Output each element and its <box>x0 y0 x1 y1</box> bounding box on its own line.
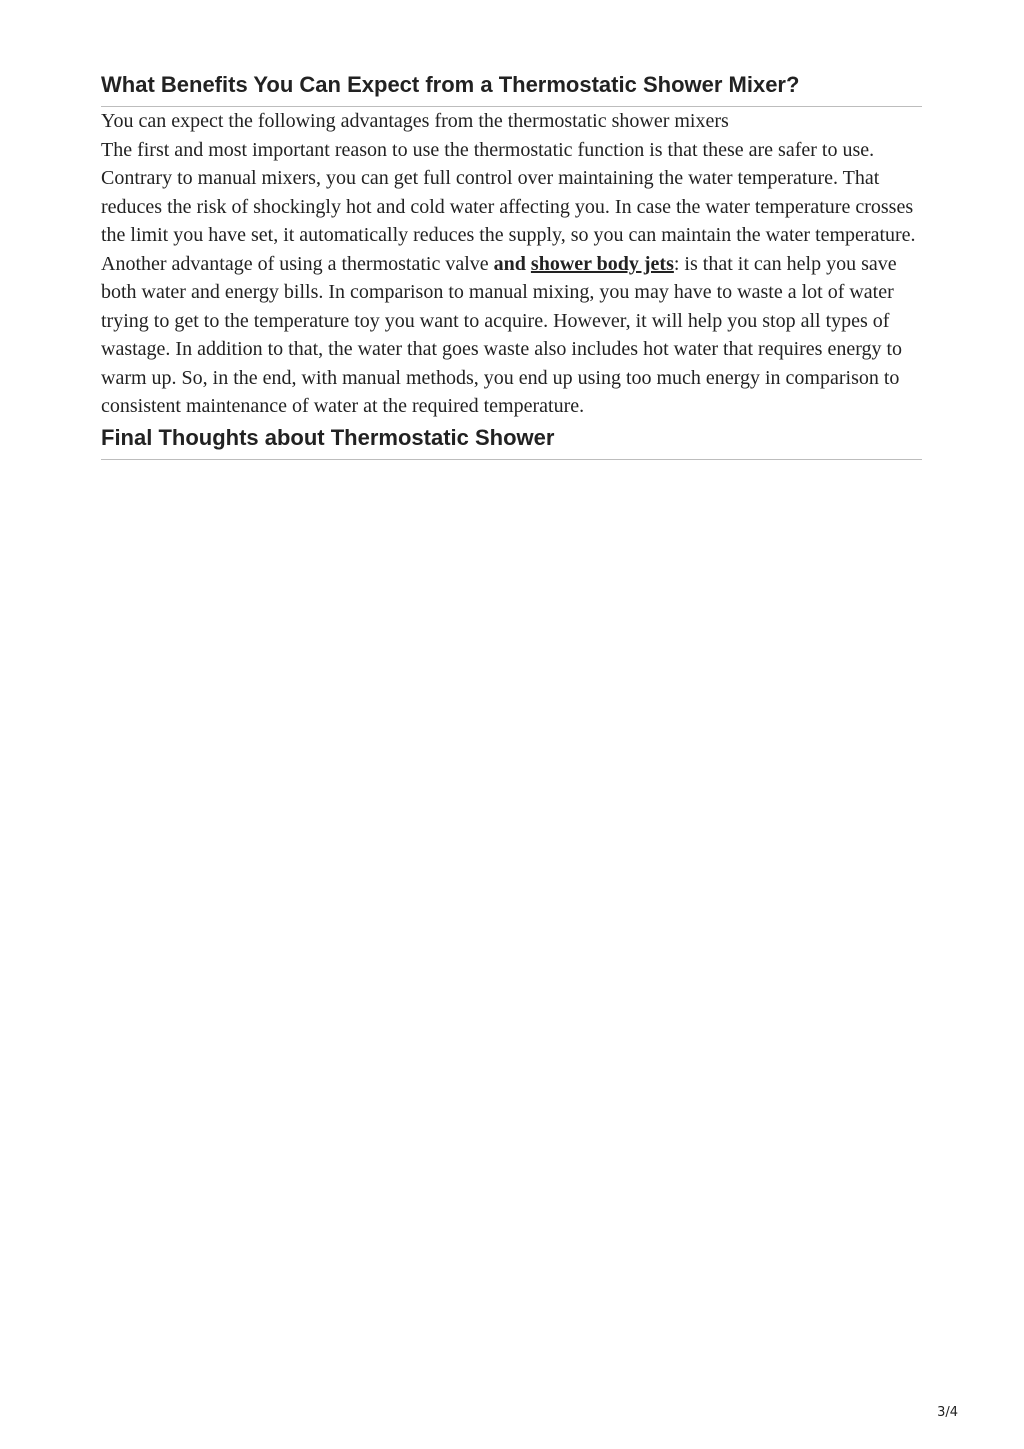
savings-paragraph <box>101 250 922 421</box>
section-heading-final-thoughts: Final Thoughts about Thermostatic Shower <box>101 421 922 460</box>
shower-body-jets-link[interactable]: shower body jets <box>530 252 674 275</box>
savings-bold-and: and <box>493 252 526 275</box>
document-page <box>101 68 922 460</box>
section-heading-benefits: What Benefits You Can Expect from a Thermostatic Shower Mixer? <box>101 68 922 107</box>
page-number: 3/4 <box>937 1405 958 1420</box>
intro-paragraph: You can expect the following advantages from the thermostatic shower mixers <box>101 110 729 132</box>
savings-text-end: : is that it can help you save both water and energy bills. In comparison to manual mixing, you may have to waste a lot of water trying to get to the temperature toy you want to acquire. However, it will help you stop all types of wastage. In addition to that, the water that goes waste also includes hot water that requires energy to warm up. So, in the end, with manual methods, you end up using too much energy in comparison to consistent maintenance of water at the required temperature. <box>101 252 903 417</box>
savings-text-start: Another advantage of using a thermostatic valve <box>101 252 494 275</box>
safety-paragraph: The first and most important reason to use the thermostatic function is that these are safer to use. Contrary to manual mixers, you can get full control over maintaining the water temperature. That reduces the risk of shockingly hot and cold water affecting you. In case the water temperature crosses the limit you have set, it automatically reduces the supply, so you can maintain the water temperature. <box>101 138 916 246</box>
